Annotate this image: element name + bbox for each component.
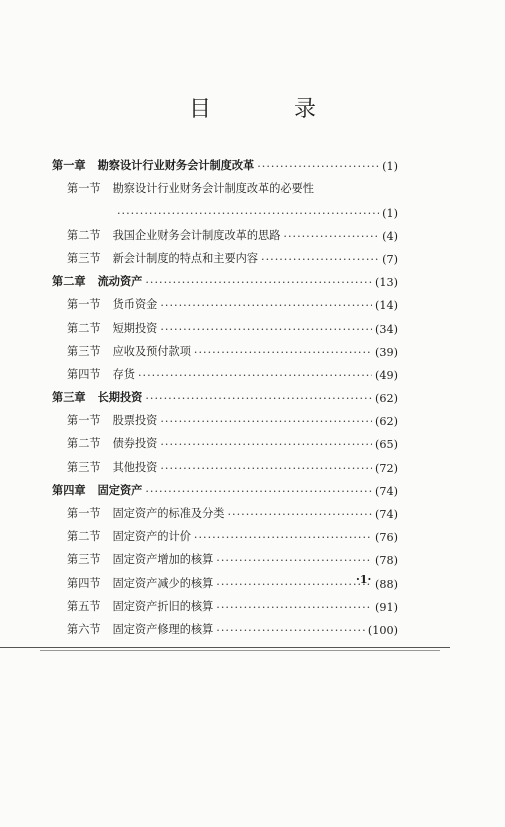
dot-leader [138, 369, 372, 382]
dot-leader [216, 554, 372, 567]
entry-title: 流动资产 [97, 274, 143, 289]
toc-chapter-entry[interactable] [52, 475, 398, 498]
entry-label: 第一节 [67, 298, 101, 312]
dot-leader [227, 508, 372, 521]
entry-label: 第五节 [67, 599, 101, 613]
entry-label: 第三节 [67, 460, 101, 474]
entry-page-number: (78) [375, 554, 398, 568]
toc-section-entry[interactable] [52, 428, 398, 451]
dot-leader [261, 253, 379, 266]
toc-section-entry[interactable] [52, 567, 398, 590]
entry-page-number: (7) [382, 252, 398, 266]
entry-page-number: (4) [382, 229, 398, 243]
entry-label: 第一节 [67, 182, 101, 196]
entry-label: 第二节 [67, 228, 101, 242]
toc-section-entry[interactable] [52, 336, 398, 359]
divider-line [0, 647, 450, 648]
entry-label: 第一节 [67, 507, 101, 520]
entry-title: 固定资产的标准及分类 [112, 507, 225, 520]
toc-continuation-entry[interactable] [52, 196, 398, 219]
entry-page-number: (49) [375, 368, 398, 382]
dot-leader [160, 299, 372, 312]
dot-leader [216, 624, 365, 637]
toc-chapter-entry[interactable] [52, 150, 398, 173]
entry-title: 固定资产的计价 [112, 530, 191, 544]
entry-title: 存货 [112, 367, 135, 381]
entry-page-number: (100) [367, 623, 398, 637]
entry-page-number: (62) [375, 392, 398, 406]
entry-label: 第二节 [67, 530, 101, 544]
entry-title: 固定资产 [97, 482, 143, 497]
entry-label: 第二章 [52, 274, 86, 289]
dot-leader [145, 485, 372, 498]
entry-label: 第三节 [67, 553, 101, 567]
entry-page-number: (65) [375, 438, 398, 452]
entry-title: 固定资产增加的核算 [112, 553, 214, 567]
entry-page-number: (74) [375, 484, 398, 498]
dot-leader [117, 207, 379, 220]
entry-page-number: (91) [375, 600, 398, 614]
toc-section-entry[interactable] [52, 405, 398, 428]
divider-line-secondary [40, 650, 440, 651]
entry-title: 其他投资 [112, 460, 158, 474]
entry-title: 股票投资 [112, 414, 158, 428]
dot-leader [194, 346, 372, 359]
toc-section-entry[interactable] [52, 498, 398, 521]
page-number: ·1· [356, 573, 372, 586]
entry-page-number: (76) [375, 531, 398, 545]
entry-title: 我国企业财务会计制度改革的思路 [112, 228, 281, 242]
entry-label: 第三章 [52, 390, 86, 405]
dot-leader [145, 392, 372, 405]
entry-page-number: (1) [382, 160, 398, 174]
toc-section-entry[interactable] [52, 451, 398, 474]
toc-section-entry[interactable] [52, 220, 398, 243]
entry-page-number: (34) [375, 322, 398, 336]
dot-leader [194, 531, 372, 544]
toc-chapter-entry[interactable] [52, 266, 398, 289]
dot-leader [216, 601, 372, 614]
entry-title: 债券投资 [112, 437, 158, 451]
entry-title: 新会计制度的特点和主要内容 [112, 251, 259, 265]
entry-label: 第四章 [52, 482, 86, 497]
entry-title: 短期投资 [112, 321, 158, 335]
entry-page-number: (74) [375, 508, 398, 521]
dot-leader [160, 415, 372, 428]
entry-label: 第三节 [67, 251, 101, 265]
entry-title: 勘察设计行业财务会计制度改革 [97, 158, 255, 173]
toc-section-entry[interactable] [52, 521, 398, 544]
entry-page-number: (13) [375, 276, 398, 290]
entry-label: 第二节 [67, 437, 101, 451]
toc-section-entry[interactable] [52, 544, 398, 567]
entry-title: 长期投资 [97, 390, 143, 405]
entry-page-number: (39) [375, 345, 398, 359]
toc-section-entry[interactable] [52, 173, 398, 196]
toc-section-entry[interactable] [52, 359, 398, 382]
toc-section-entry[interactable] [52, 614, 398, 637]
toc-chapter-entry[interactable] [52, 382, 398, 405]
toc-section-entry[interactable] [52, 591, 398, 614]
entry-label: 第二节 [67, 321, 101, 335]
entry-page-number: (62) [375, 415, 398, 429]
entry-page-number: (72) [375, 461, 398, 475]
dot-leader [145, 276, 372, 289]
dot-leader [257, 160, 379, 173]
toc-section-entry[interactable] [52, 243, 398, 266]
entry-label: 第一节 [67, 414, 101, 428]
entry-label: 第四节 [67, 367, 101, 381]
dot-leader [160, 438, 372, 451]
toc-section-entry[interactable] [52, 289, 398, 312]
entry-title: 勘察设计行业财务会计制度改革的必要性 [112, 182, 314, 196]
dot-leader [283, 230, 379, 243]
entry-label: 第四节 [67, 576, 101, 590]
entry-title: 固定资产减少的核算 [112, 576, 214, 590]
entry-title: 货币资金 [112, 298, 158, 312]
entry-title: 应收及预付款项 [112, 344, 191, 358]
entry-label: 第三节 [67, 344, 101, 358]
toc-section-entry[interactable] [52, 312, 398, 335]
page-title: 目 录 [189, 97, 354, 122]
entry-page-number: (88) [375, 577, 398, 591]
entry-page-number: (1) [382, 206, 398, 220]
dot-leader [216, 578, 372, 591]
entry-label: 第六节 [67, 622, 101, 636]
entry-title: 固定资产修理的核算 [112, 622, 214, 636]
dot-leader [160, 462, 372, 475]
entry-page-number: (14) [375, 299, 398, 313]
entry-label: 第一章 [52, 158, 86, 173]
dot-leader [160, 323, 372, 336]
table-of-contents [52, 150, 398, 637]
entry-title: 固定资产折旧的核算 [112, 599, 214, 613]
